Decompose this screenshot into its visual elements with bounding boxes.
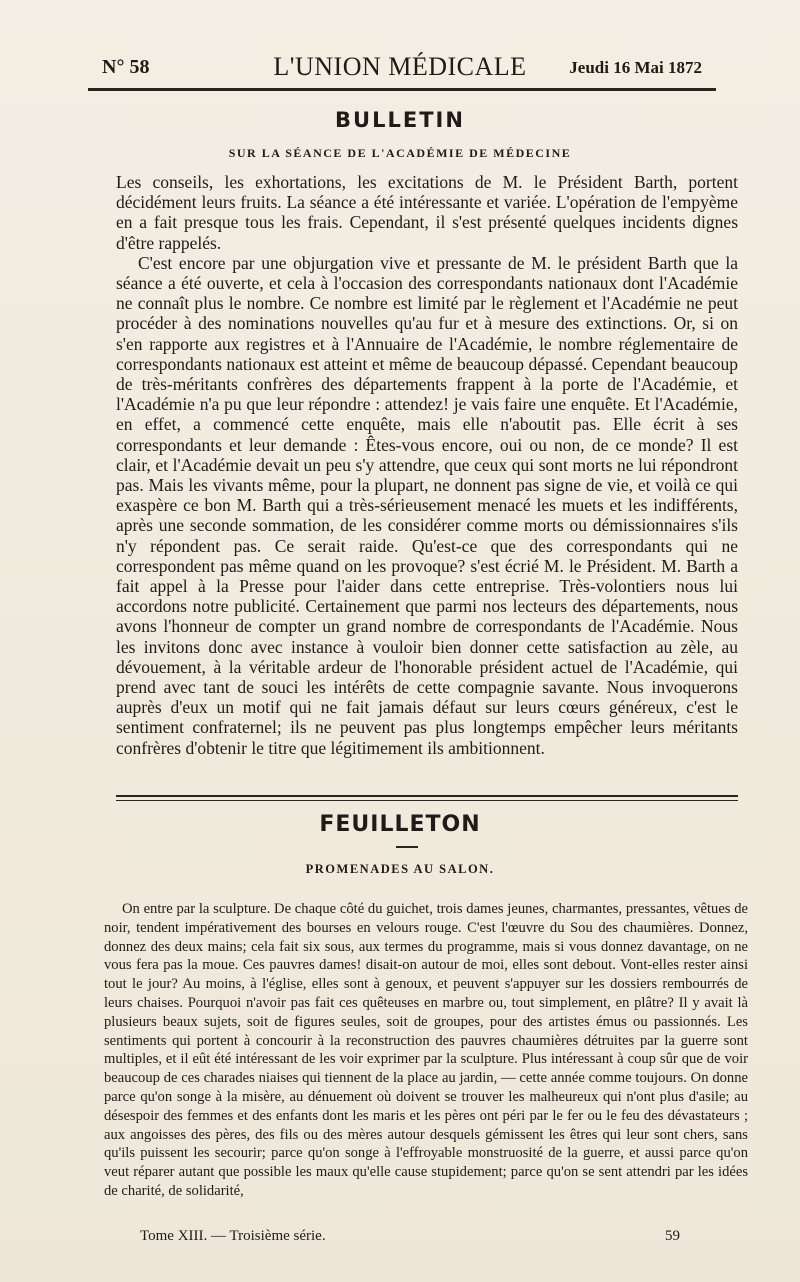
- section-rule-thin: [116, 800, 738, 801]
- feuilleton-subtitle: PROMENADES AU SALON.: [305, 862, 495, 876]
- bulletin-title: BULLETIN: [335, 108, 465, 132]
- section-rule: [116, 795, 738, 797]
- page-footer: [140, 1228, 700, 1250]
- bulletin-body: [116, 172, 738, 758]
- issue-number: N° 58: [102, 56, 150, 78]
- feuilleton-body: [104, 900, 748, 1201]
- bulletin-paragraph: C'est encore par une objurgation vive et pressante de M. le président Barth que la séance a été ouverte, et cela à l'occasion des correspondants nationaux dont l'Académie ne connaît plus le nombre. Ce nombre est limité par le règlement et l'Académie ne peut procéder à des nominations nouvelles qu'au fur et à mesure des extinctions. Or, si on s'en rapporte aux registres et à l'Annuaire de l'Académie, le nombre réglementaire de correspondants nationaux est atteint et même de beaucoup dépassé. Cependant beaucoup de très-méritants confrères des départements frappent à la porte de l'Académie, et l'Académie n'a pu que leur répondre : attendez! je vais faire une enquête. Et l'Académie, en effet, a commencé cette enquête, mais elle n'aboutit pas. Elle écrit à ses correspondants et leur demande : Êtes-vous encore, oui ou non, de ce monde? Il est clair, et l'Académie devait un peu s'y attendre, que ceux qui sont morts ne lui répondront pas. Mais les vivants même, pour la plupart, ne donnent pas signe de vie, et voilà ce qui exaspère ce bon M. Barth qui a très-sérieusement menacé les muets et les indifférents, après une seconde sommation, de les considérer comme morts ou démissionnaires s'ils n'y répondent pas. Ce serait raide. Qu'est-ce que des correspondants qui ne correspondent pas même quand on les provoque? s'est écrié M. le Président. M. Barth a fait appel à la Presse pour l'aider dans cette entreprise. Très-volontiers nous lui accordons notre publicité. Certainement que parmi nos lecteurs des départements, nous avons l'honneur de compter un grand nombre de correspondants de l'Académie. Nous les invitons donc avec instance à vouloir bien donner cette satisfaction au zèle, au dévouement, à la véritable ardeur de l'honorable président actuel de l'Académie, qui prend avec tant de souci les intérêts de cette compagnie savante. Nous invoquerons auprès d'eux un motif qui ne fait jamais défaut sur leurs cœurs généreux, c'est le sentiment confraternel; ils ne peuvent pas plus longtemps empêcher leurs méritants confrères d'obtenir le titre que légitimement ils ambitionnent.: [116, 252, 738, 758]
- page-header: [88, 52, 712, 86]
- feuilleton-paragraph: On entre par la sculpture. De chaque côté du guichet, trois dames jeunes, charmantes, pressantes, vêtues de noir, tendent impérativement des bourses en velours rouge. C'est l'œuvre du Sou des chaumières. Donnez, donnez des deux mains; cela fait six sous, aux termes du programme, mais si vous donnez davantage, on ne vous fera pas la moue. Ces pauvres dames! disait-on autour de moi, elles sont debout. Vont-elles rester ainsi tout le jour? Au moins, à l'église, elles sont à genoux, et peuvent s'appuyer sur les dossiers rembourrés de leurs chaises. Pourquoi n'avoir pas fait ces quêteuses en marbre ou, tout simplement, en plâtre? Il y avait là plusieurs beaux sujets, soit de figures seules, soit de groupes, pour des artistes émus ou passionnés. Les sentiments qui portent à concourir à la reconstruction des pauvres chaumières détruites par la guerre sont multiples, et il eût été intéressant de les voir exprimer par la sculpture. Plus intéressant à coup sûr que de voir beaucoup de ces charades niaises qui tiennent de la place au jardin, — cette année comme toujours. On donne parce qu'on songe à la misère, au dénuement où doivent se trouver les malheureux qui n'ont plus d'asile; au désespoir des femmes et des enfants dont les maris et les pères ont péri par le fer ou le feu des dévastateurs ; aux angoisses des pères, des fils ou des mères autour desquels gémissent les êtres qui leur sont chers, sans qu'ils puissent les secourir; parce qu'on songe à l'effroyable monstruosité de la guerre, et aussi parce qu'on veut réparer autant que possible les maux qu'elle cause stupidement; parce qu'on se sent attendri par les idées de charité, de solidarité,: [104, 901, 748, 1199]
- page-number: 59: [665, 1228, 680, 1244]
- feuilleton-title: FEUILLETON: [319, 812, 481, 837]
- bulletin-subtitle: SUR LA SÉANCE DE L'ACADÉMIE DE MÉDECINE: [228, 146, 572, 160]
- title-dash: [396, 846, 418, 848]
- issue-date: Jeudi 16 Mai 1872: [569, 58, 702, 77]
- volume-info: Tome XIII. — Troisième série.: [140, 1228, 326, 1244]
- bulletin-paragraph: Les conseils, les exhortations, les excitations de M. le Président Barth, portent décidément leurs fruits. La séance a été intéressante et variée. L'opération de l'empyème en a fait presque tous les frais. Cependant, il s'est présenté quelques incidents dignes d'être rappelés.: [116, 172, 738, 253]
- header-rule: [88, 88, 716, 91]
- journal-title: L'UNION MÉDICALE: [273, 52, 527, 81]
